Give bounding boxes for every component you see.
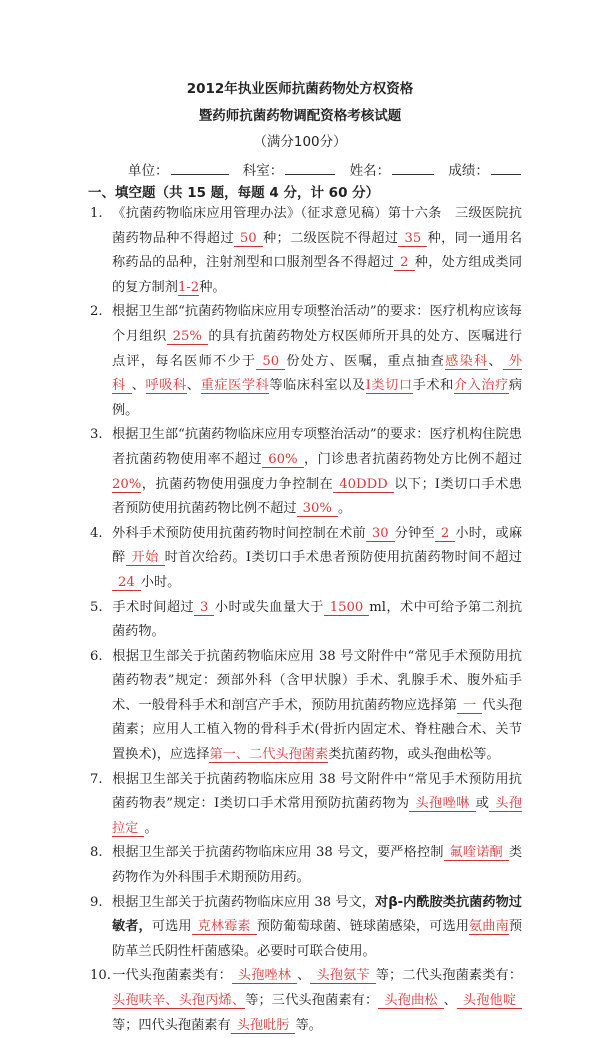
full-score-note: （满分100分） xyxy=(253,134,347,150)
question-text: 手术和 xyxy=(412,378,454,394)
question-text: 预防革兰氏阴性杆菌感染。必要时可联合使用。 xyxy=(112,919,523,959)
question-text: 根据卫生部“抗菌药物临床应用专项整治活动”的要求：医疗机构住院患者抗菌药物使用率不超过 xyxy=(112,427,522,467)
question-text: 种。 xyxy=(199,279,226,295)
question-text: 等；二代头孢菌素类有： xyxy=(375,968,523,984)
question-number: 6. xyxy=(90,648,103,664)
answer-blank: 50 xyxy=(256,354,285,370)
answer-blank: 30 xyxy=(366,526,395,542)
question-item xyxy=(90,841,522,890)
answer-blank: 25% xyxy=(167,329,208,345)
question-item xyxy=(90,645,522,768)
question-text: 、 xyxy=(186,378,201,394)
question-number: 2. xyxy=(90,304,103,320)
answer-blank: 20% xyxy=(112,476,142,492)
question-text: 种；二级医院不得超过 xyxy=(262,230,399,246)
question-text: 根据卫生部“抗菌药物临床应用专项整治活动”的要求：医疗机构应该每个月组织 xyxy=(112,304,522,344)
answer-blank: 第一、二代头孢菌素 xyxy=(209,747,329,763)
unit-label: 单位： xyxy=(128,163,169,179)
question-text: 种，处方组成类同的复方制剂 xyxy=(112,255,523,295)
answer-blank: 2 xyxy=(394,255,414,271)
answer-blank: 感染科 xyxy=(445,353,489,369)
question-text: 。 xyxy=(144,820,158,836)
question-number: 8. xyxy=(90,845,103,861)
question-text: 小时或失血量大于 xyxy=(214,599,324,615)
answer-blank: 1500 xyxy=(324,600,370,616)
question-text: 根据卫生部关于抗菌药物临床应用 38 号文， xyxy=(112,894,375,910)
question-text: 。 xyxy=(337,501,352,517)
document-title-line1: 2012年执业医师抗菌药物处方权资格 xyxy=(186,81,414,97)
answer-blank: 3 xyxy=(194,600,214,616)
answer-blank: 氨曲南 xyxy=(469,919,509,935)
answer-blank: 氟喹诺酮 xyxy=(444,845,509,861)
question-item xyxy=(90,423,522,521)
question-text: 、 xyxy=(443,993,457,1008)
question-text: ml，术中可给予第二剂抗菌药物。 xyxy=(112,599,523,640)
question-number: 1. xyxy=(90,206,103,221)
question-number: 7. xyxy=(90,771,103,787)
question-text: 等。 xyxy=(295,1017,322,1033)
answer-blank: 2 xyxy=(435,526,455,542)
answer-blank: 头孢吡肟 xyxy=(231,1018,296,1034)
question-item xyxy=(90,202,522,300)
answer-blank: I类切口 xyxy=(365,378,413,394)
answer-blank: 头孢呋辛、头孢丙烯、 xyxy=(112,993,246,1008)
question-text: 种，同一通用名称药品的品种，注射剂型和口服剂型各不得超过 xyxy=(112,230,523,271)
answer-blank: 头孢拉定 xyxy=(112,796,523,836)
question-text: ，门诊患者抗菌药物处方比例不超过 xyxy=(303,451,523,467)
answer-blank: 24 xyxy=(112,575,141,591)
answer-blank: 30% xyxy=(297,501,338,517)
answer-blank: 头孢他啶 xyxy=(457,993,522,1009)
question-text: 手术时间超过 xyxy=(112,599,195,615)
section-heading: 一、填空题（共 15 题，每题 4 分，计 60 分） xyxy=(88,185,380,201)
answer-blank: 呼吸科 xyxy=(145,378,187,394)
department-label: 科室： xyxy=(242,163,284,179)
question-number: 10. xyxy=(90,968,111,984)
question-item xyxy=(90,964,522,1038)
exam-info-line xyxy=(128,159,531,179)
question-number: 3. xyxy=(90,427,103,443)
question-text: 病例。 xyxy=(112,378,523,418)
question-text: 外科手术预防使用抗菌药物时间控制在术前 xyxy=(112,525,366,541)
answer-blank: 介入治疗 xyxy=(453,378,509,394)
question-item xyxy=(90,596,522,645)
document-title-line2: 暨药师抗菌药物调配资格考核试题 xyxy=(198,108,402,124)
answer-blank: 40DDD xyxy=(333,477,394,493)
answer-blank: 开始 xyxy=(126,550,165,566)
question-text: 可选用 xyxy=(151,919,192,935)
answer-blank: 头孢唑啉 xyxy=(409,796,475,812)
question-text: 根据卫生部关于抗菌药物临床应用 38 号文附件中“常见手术预防用抗菌药物表”规定：颈部外科（含甲状腺）手术、乳腺手术、腹外疝手术、一般骨科手术和剖宫产手术，预防用抗菌药物应选择第 xyxy=(112,648,522,713)
question-text: 小时。 xyxy=(140,574,181,590)
question-text: 类药物作为外科围手术期预防用药。 xyxy=(112,845,522,886)
question-text: 小时，或麻醉 xyxy=(112,525,523,566)
answer-blank: 35 xyxy=(398,231,427,247)
question-text: 的具有抗菌药物处方权医师所开具的处方、医嘱进行点评，每名医师不少于 xyxy=(112,328,523,369)
emphasis-text: 对β-内酰胺类抗菌药物过敏者， xyxy=(112,894,522,935)
question-text: 以下；I类切口手术患者预防使用抗菌药物比例不超过 xyxy=(112,476,522,517)
answer-blank: 60% xyxy=(262,452,303,468)
answer-blank: 1-2 xyxy=(177,279,200,295)
question-number: 5. xyxy=(90,599,103,615)
name-blank[interactable] xyxy=(392,161,434,175)
department-blank[interactable] xyxy=(285,161,335,175)
question-number: 9. xyxy=(90,894,103,910)
question-text: 时首次给药。I类切口手术患者预防使用抗菌药物时间不超过 xyxy=(164,550,522,566)
question-item xyxy=(90,768,522,842)
question-text: 或 xyxy=(475,796,490,812)
question-text: 份处方、医嘱，重点抽查 xyxy=(285,353,446,369)
question-text: 、 xyxy=(488,353,503,369)
question-item xyxy=(90,300,522,423)
question-text: 、 xyxy=(297,968,311,984)
answer-blank: 外科 xyxy=(112,353,523,394)
answer-blank: 头孢唑林 xyxy=(232,968,297,984)
answer-blank: 头孢曲松 xyxy=(378,993,443,1009)
score-label: 成绩： xyxy=(448,163,489,179)
answer-blank: 一 xyxy=(457,698,482,714)
answer-blank: 头孢氨苄 xyxy=(310,968,375,984)
question-text: 根据卫生部关于抗菌药物临床应用 38 号文，要严格控制 xyxy=(112,845,444,861)
name-label: 姓名： xyxy=(349,163,391,179)
question-text: 一代头孢菌素类有： xyxy=(112,968,232,984)
question-text: ，抗菌药物使用强度力争控制在 xyxy=(141,476,334,492)
question-text: 预防葡萄球菌、链球菌感染，可选用 xyxy=(256,919,470,935)
question-item xyxy=(90,522,522,596)
question-item xyxy=(90,891,522,965)
answer-blank: 克林霉素 xyxy=(192,919,257,935)
question-list xyxy=(90,202,522,1038)
unit-blank[interactable] xyxy=(171,161,229,175)
answer-blank: 50 xyxy=(234,231,263,247)
question-text: 分钟至 xyxy=(394,525,435,541)
question-text: 、 xyxy=(131,378,146,394)
question-text: 等；三代头孢菌素有： xyxy=(245,993,379,1008)
question-text: 等临床科室以及 xyxy=(269,378,366,394)
question-text: 根据卫生部关于抗菌药物临床应用 38 号文附件中“常见手术预防用抗菌药物表”规定：I类切口手术常用预防抗菌药物为 xyxy=(112,771,522,812)
question-text: 《抗菌药物临床应用管理办法》（征求意见稿）第十六条 三级医院抗菌药物品种不得超过 xyxy=(112,206,522,246)
question-text: 等；四代头孢菌素有 xyxy=(112,1017,231,1033)
answer-blank: 重症医学科 xyxy=(200,378,270,394)
score-blank[interactable] xyxy=(491,161,521,175)
question-text: 代头孢菌素；应用人工植入物的骨科手术(骨折内固定术、脊柱融合术、关节置换术)，应选择 xyxy=(112,697,523,763)
question-number: 4. xyxy=(90,525,103,541)
question-text: 类抗菌药物，或头孢曲松等。 xyxy=(328,747,500,763)
